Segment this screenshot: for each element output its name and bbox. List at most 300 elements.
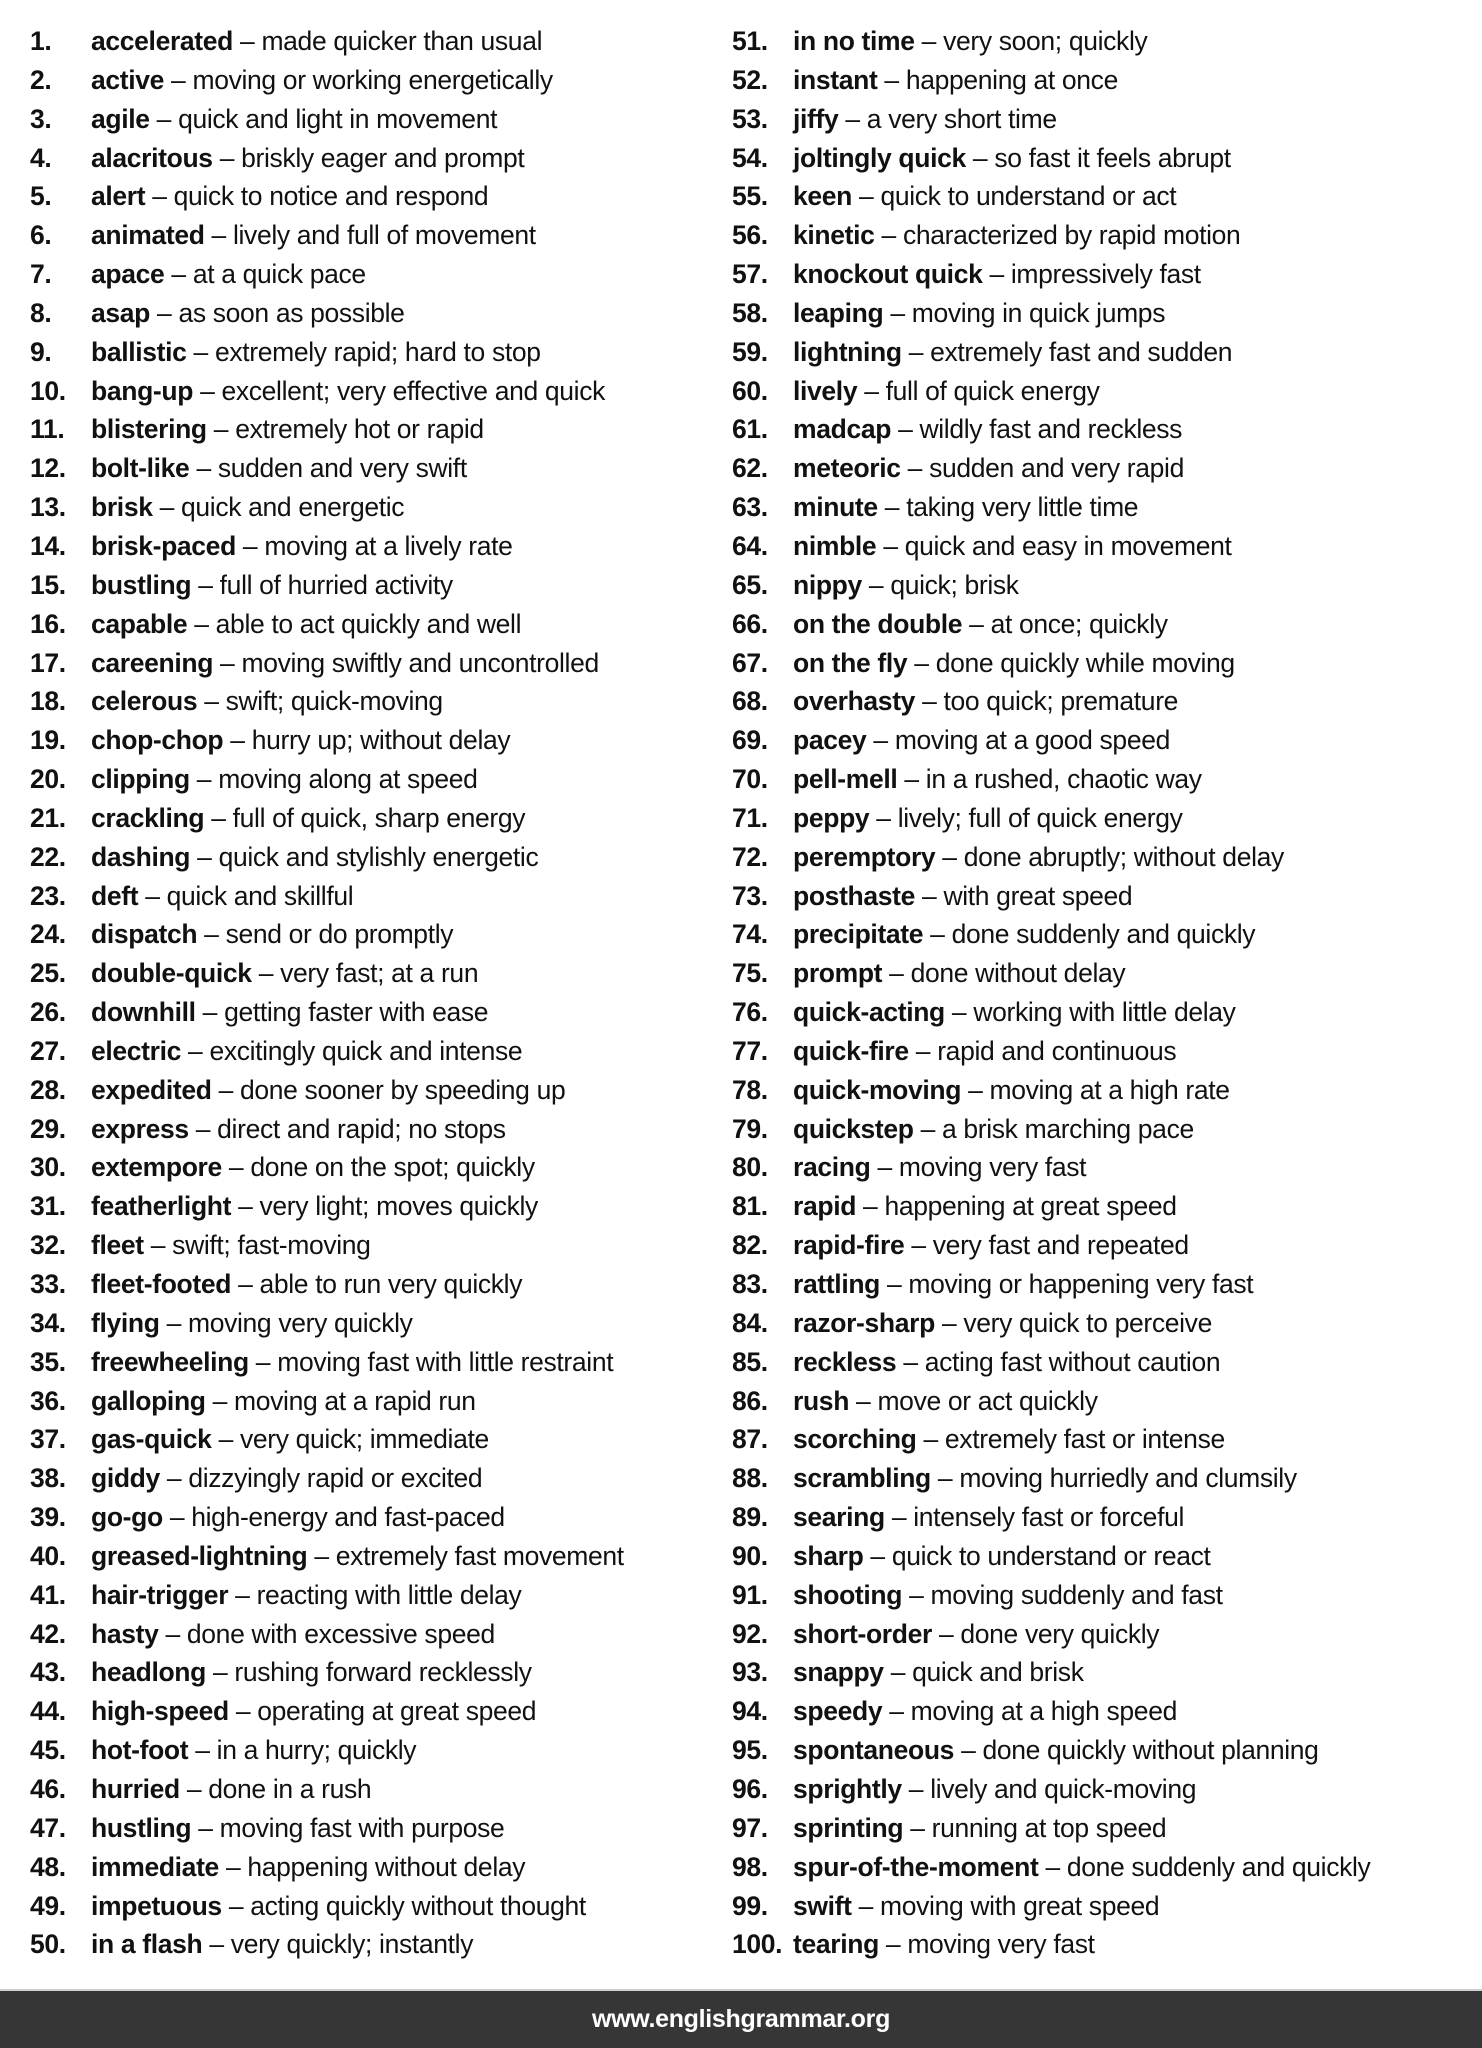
item-separator: – [915, 686, 944, 717]
item-separator: – [189, 453, 218, 484]
item-definition: swift; fast-moving [172, 1230, 371, 1261]
item-number: 24. [30, 919, 66, 950]
item-definition: moving suddenly and fast [930, 1579, 1223, 1610]
item-number: 90. [732, 1540, 768, 1571]
list-item [30, 410, 730, 449]
item-definition: quick to notice and respond [173, 181, 489, 212]
item-word: quickstep [793, 1113, 914, 1144]
item-word: alacritous [91, 142, 213, 173]
item-definition: extremely fast or intense [944, 1424, 1225, 1455]
item-definition: acting fast without caution [924, 1346, 1221, 1377]
item-number: 57. [732, 259, 768, 290]
item-word: hair-trigger [91, 1579, 229, 1610]
item-definition: a brisk marching pace [941, 1113, 1194, 1144]
item-number: 67. [732, 647, 768, 678]
item-number: 38. [30, 1463, 66, 1494]
item-number: 83. [732, 1269, 768, 1299]
list-item [30, 682, 730, 721]
item-separator: – [191, 1812, 220, 1843]
item-separator: – [851, 1890, 881, 1921]
item-separator: – [149, 103, 179, 134]
item-word: clipping [91, 764, 190, 795]
item-definition: quick to understand or act [880, 181, 1177, 212]
item-separator: – [143, 1230, 173, 1261]
item-definition: done suddenly and quickly [951, 919, 1256, 950]
item-number: 80. [732, 1152, 768, 1183]
list-item [732, 1382, 1482, 1421]
item-number: 2. [30, 64, 52, 95]
item-definition: working with little delay [973, 997, 1236, 1028]
item-definition: quick and skillful [166, 880, 354, 911]
item-number: 13. [30, 492, 66, 523]
item-definition: characterized by rapid motion [902, 220, 1241, 251]
list-item [30, 1615, 730, 1654]
list-item [30, 1459, 730, 1498]
list-item [30, 1692, 730, 1731]
item-word: alert [91, 181, 146, 212]
item-definition: moving very fast [907, 1929, 1095, 1960]
item-separator: – [883, 297, 912, 328]
item-definition: wildly fast and reckless [919, 414, 1183, 445]
item-separator: – [882, 958, 911, 989]
item-definition: moving or working energetically [192, 64, 553, 95]
list-item [30, 605, 730, 644]
item-number: 20. [30, 764, 66, 795]
item-definition: intensely fast or forceful [913, 1502, 1185, 1533]
item-number: 49. [30, 1890, 66, 1921]
item-word: giddy [91, 1463, 160, 1494]
item-definition: quick and brisk [912, 1657, 1084, 1688]
item-definition: done quickly without planning [982, 1735, 1319, 1766]
item-separator: – [915, 880, 944, 911]
item-number: 68. [732, 686, 768, 717]
item-separator: – [857, 375, 886, 406]
item-separator: – [197, 686, 226, 717]
list-item [732, 1071, 1482, 1110]
item-separator: – [211, 1074, 240, 1105]
item-separator: – [164, 259, 193, 290]
list-item [30, 1576, 730, 1615]
item-definition: extremely fast movement [335, 1540, 624, 1571]
list-item [30, 61, 730, 100]
item-definition: done abruptly; without delay [963, 841, 1284, 872]
item-definition: done suddenly and quickly [1066, 1851, 1371, 1882]
item-definition: moving with great speed [880, 1890, 1160, 1921]
list-item [732, 1576, 1482, 1615]
item-number: 82. [732, 1230, 768, 1261]
item-separator: – [896, 1346, 925, 1377]
item-word: hustling [91, 1812, 192, 1843]
item-word: hurried [91, 1773, 180, 1804]
item-word: lively [793, 375, 858, 406]
list-item [30, 1148, 730, 1187]
item-definition: quick and energetic [181, 492, 405, 523]
list-item [732, 177, 1482, 216]
list-item [30, 1071, 730, 1110]
item-definition: extremely hot or rapid [235, 414, 484, 445]
item-definition: happening at great speed [884, 1191, 1177, 1222]
item-word: gas-quick [91, 1424, 212, 1455]
list-item [30, 1420, 730, 1459]
item-separator: – [903, 1812, 932, 1843]
item-definition: at a quick pace [192, 259, 366, 290]
item-separator: – [931, 1618, 961, 1649]
list-item [30, 1887, 730, 1926]
list-item [732, 410, 1482, 449]
item-number: 33. [30, 1269, 66, 1299]
item-number: 39. [30, 1502, 66, 1533]
item-word: spur-of-the-moment [793, 1851, 1039, 1882]
list-item [30, 721, 730, 760]
item-definition: too quick; premature [943, 686, 1179, 717]
item-definition: moving at a rapid run [234, 1385, 476, 1416]
list-item [30, 139, 730, 178]
item-separator: – [231, 1191, 260, 1222]
list-item [732, 449, 1482, 488]
list-item [732, 61, 1482, 100]
item-number: 64. [732, 530, 768, 561]
item-number: 79. [732, 1113, 768, 1144]
list-item [732, 294, 1482, 333]
item-definition: very quickly; instantly [230, 1929, 474, 1960]
item-separator: – [901, 1773, 931, 1804]
item-word: quick-moving [793, 1074, 962, 1105]
item-number: 73. [732, 880, 768, 911]
list-item [30, 877, 730, 916]
item-definition: rapid and continuous [937, 1035, 1177, 1066]
item-word: lightning [793, 336, 902, 367]
item-separator: – [251, 958, 281, 989]
item-definition: moving fast with purpose [219, 1812, 505, 1843]
item-definition: very quick to perceive [963, 1307, 1212, 1338]
item-separator: – [883, 1657, 913, 1688]
item-definition: done with excessive speed [186, 1618, 495, 1649]
item-number: 32. [30, 1230, 66, 1261]
list-item [30, 1925, 730, 1964]
list-item [732, 1498, 1482, 1537]
list-item [30, 1110, 730, 1149]
item-definition: sudden and very swift [217, 453, 467, 484]
item-separator: – [900, 453, 930, 484]
item-separator: – [202, 1929, 231, 1960]
item-definition: lively and quick-moving [930, 1773, 1197, 1804]
list-item [732, 1304, 1482, 1343]
item-word: spontaneous [793, 1735, 955, 1766]
item-word: on the fly [793, 647, 908, 678]
item-word: in no time [793, 26, 915, 56]
item-definition: quick to understand or react [891, 1540, 1211, 1571]
item-definition: very quick; immediate [239, 1424, 489, 1455]
item-separator: – [189, 764, 219, 795]
item-separator: – [206, 414, 236, 445]
list-item [732, 333, 1482, 372]
item-number: 23. [30, 880, 66, 911]
item-definition: done in a rush [208, 1773, 372, 1804]
item-definition: happening without delay [247, 1851, 526, 1882]
list-item [732, 1265, 1482, 1304]
item-separator: – [188, 1735, 217, 1766]
item-word: sprightly [793, 1773, 902, 1804]
item-definition: swift; quick-moving [225, 686, 443, 717]
item-word: kinetic [793, 220, 875, 251]
item-word: blistering [91, 414, 207, 445]
item-word: rapid-fire [793, 1230, 905, 1261]
item-separator: – [856, 1191, 885, 1222]
item-definition: dizzyingly rapid or excited [188, 1463, 483, 1494]
item-separator: – [205, 1385, 235, 1416]
item-number: 93. [732, 1657, 768, 1688]
item-number: 53. [732, 103, 768, 134]
list-item [30, 333, 730, 372]
item-word: accelerated [91, 26, 234, 56]
item-separator: – [190, 841, 219, 872]
item-number: 16. [30, 608, 66, 639]
item-definition: as soon as possible [178, 297, 405, 328]
item-word: scrambling [793, 1463, 931, 1494]
item-definition: high-energy and fast-paced [191, 1502, 505, 1533]
item-number: 94. [732, 1696, 768, 1727]
list-item [732, 993, 1482, 1032]
item-number: 25. [30, 958, 66, 989]
list-item [30, 1343, 730, 1382]
list-item [30, 216, 730, 255]
item-separator: – [914, 26, 944, 56]
item-separator: – [187, 608, 216, 639]
item-word: headlong [91, 1657, 206, 1688]
word-list-left-column [30, 22, 730, 1964]
item-word: sprinting [793, 1812, 904, 1843]
item-number: 19. [30, 725, 66, 756]
list-item [30, 1537, 730, 1576]
item-definition: rushing forward recklessly [234, 1657, 532, 1688]
item-number: 98. [732, 1851, 768, 1882]
item-separator: – [874, 220, 903, 251]
list-item [30, 1809, 730, 1848]
item-definition: in a rushed, chaotic way [925, 764, 1202, 795]
item-word: shooting [793, 1579, 903, 1610]
item-number: 18. [30, 686, 66, 717]
item-number: 69. [732, 725, 768, 756]
item-separator: – [869, 802, 898, 833]
item-definition: so fast it feels abrupt [994, 142, 1231, 173]
item-separator: – [179, 1773, 209, 1804]
item-definition: quick and stylishly energetic [218, 841, 539, 872]
list-item [732, 605, 1482, 644]
item-word: downhill [91, 997, 196, 1028]
item-word: bang-up [91, 375, 194, 406]
item-number: 10. [30, 375, 66, 406]
item-word: brisk-paced [91, 530, 236, 561]
item-separator: – [188, 1113, 218, 1144]
item-separator: – [307, 1540, 336, 1571]
list-item [732, 1459, 1482, 1498]
list-item [30, 993, 730, 1032]
item-word: minute [793, 492, 878, 523]
item-separator: – [904, 1230, 933, 1261]
item-word: rattling [793, 1269, 880, 1299]
list-item [732, 1226, 1482, 1265]
item-separator: – [150, 297, 179, 328]
item-word: galloping [91, 1385, 206, 1416]
item-number: 81. [732, 1191, 768, 1222]
item-number: 47. [30, 1812, 66, 1843]
item-number: 21. [30, 802, 66, 833]
list-item [30, 1304, 730, 1343]
item-word: dispatch [91, 919, 198, 950]
item-separator: – [954, 1735, 983, 1766]
item-definition: moving along at speed [218, 764, 478, 795]
item-number: 52. [732, 64, 768, 95]
item-separator: – [233, 26, 262, 56]
item-definition: moving swiftly and uncontrolled [241, 647, 599, 678]
list-item [732, 1887, 1482, 1926]
item-number: 66. [732, 608, 768, 639]
item-definition: done very quickly [960, 1618, 1160, 1649]
list-item [30, 1770, 730, 1809]
item-number: 42. [30, 1618, 66, 1649]
item-definition: able to run very quickly [259, 1269, 523, 1299]
item-number: 59. [732, 336, 768, 367]
item-word: bustling [91, 569, 192, 600]
item-word: ballistic [91, 336, 187, 367]
list-item [30, 1032, 730, 1071]
list-item [30, 177, 730, 216]
list-item [30, 1653, 730, 1692]
item-number: 92. [732, 1618, 768, 1649]
item-word: pacey [793, 725, 867, 756]
list-item [30, 799, 730, 838]
item-number: 48. [30, 1851, 66, 1882]
item-separator: – [218, 1851, 248, 1882]
item-number: 84. [732, 1307, 768, 1338]
item-separator: – [866, 725, 895, 756]
item-word: scorching [793, 1424, 917, 1455]
list-item [732, 139, 1482, 178]
item-number: 88. [732, 1463, 768, 1494]
footer-website-link[interactable]: www.englishgrammar.org [591, 2005, 891, 2033]
list-item [30, 915, 730, 954]
list-item [732, 1343, 1482, 1382]
item-separator: – [944, 997, 974, 1028]
item-definition: move or act quickly [877, 1385, 1098, 1416]
list-item [30, 527, 730, 566]
item-word: expedited [91, 1074, 212, 1105]
item-number: 28. [30, 1074, 66, 1105]
item-separator: – [870, 1152, 899, 1183]
item-word: deft [91, 880, 139, 911]
item-separator: – [248, 1346, 278, 1377]
item-definition: in a hurry; quickly [216, 1735, 417, 1766]
item-number: 34. [30, 1307, 66, 1338]
item-word: precipitate [793, 919, 924, 950]
item-number: 36. [30, 1385, 66, 1416]
item-definition: moving at a high rate [989, 1074, 1230, 1105]
list-item [732, 1615, 1482, 1654]
item-separator: – [852, 181, 881, 212]
item-word: celerous [91, 686, 198, 717]
item-separator: – [1038, 1851, 1067, 1882]
item-word: greased-lightning [91, 1540, 308, 1571]
item-word: animated [91, 220, 205, 251]
item-number: 62. [732, 453, 768, 484]
item-separator: – [877, 64, 906, 95]
item-definition: lively; full of quick energy [897, 802, 1183, 833]
item-number: 71. [732, 802, 768, 833]
item-separator: – [923, 919, 952, 950]
item-word: joltingly quick [793, 142, 966, 173]
item-separator: – [882, 1696, 911, 1727]
item-word: razor-sharp [793, 1307, 935, 1338]
item-number: 4. [30, 142, 52, 173]
item-separator: – [877, 492, 907, 523]
item-definition: acting quickly without thought [250, 1890, 586, 1921]
item-number: 41. [30, 1579, 66, 1610]
item-separator: – [228, 1579, 257, 1610]
item-word: keen [793, 181, 853, 212]
item-word: instant [793, 64, 878, 95]
item-separator: – [838, 103, 867, 134]
list-item [30, 294, 730, 333]
item-separator: – [902, 1579, 931, 1610]
item-separator: – [191, 569, 220, 600]
item-word: express [91, 1113, 189, 1144]
word-list-right-column [732, 22, 1482, 1964]
list-item [732, 838, 1482, 877]
item-separator: – [181, 1035, 210, 1066]
list-item [732, 372, 1482, 411]
item-separator: – [195, 997, 225, 1028]
item-separator: – [908, 1035, 938, 1066]
item-word: peremptory [793, 841, 936, 872]
list-item [732, 1653, 1482, 1692]
list-item [30, 566, 730, 605]
item-definition: extremely rapid; hard to stop [214, 336, 541, 367]
item-definition: done quickly while moving [935, 647, 1235, 678]
item-word: peppy [793, 802, 870, 833]
item-word: apace [91, 259, 165, 290]
item-separator: – [205, 1657, 235, 1688]
list-item [30, 255, 730, 294]
item-word: tearing [793, 1929, 879, 1960]
item-number: 99. [732, 1890, 768, 1921]
item-definition: running at top speed [931, 1812, 1167, 1843]
item-word: careening [91, 647, 214, 678]
item-separator: – [231, 1269, 260, 1299]
item-separator: – [965, 142, 995, 173]
item-word: pell-mell [793, 764, 898, 795]
item-number: 50. [30, 1929, 66, 1960]
item-definition: very fast; at a run [280, 958, 479, 989]
list-item [732, 1925, 1482, 1964]
item-definition: extremely fast and sudden [930, 336, 1233, 367]
list-item [732, 1809, 1482, 1848]
item-word: featherlight [91, 1191, 232, 1222]
item-number: 100. [732, 1929, 783, 1960]
list-item [732, 216, 1482, 255]
item-definition: taking very little time [906, 492, 1139, 523]
item-separator: – [849, 1385, 878, 1416]
footer-bar [0, 1989, 1482, 2048]
item-number: 15. [30, 569, 66, 600]
item-definition: hurry up; without delay [251, 725, 511, 756]
item-definition: full of hurried activity [219, 569, 453, 600]
list-item [30, 372, 730, 411]
item-separator: – [228, 1696, 258, 1727]
item-definition: full of quick energy [885, 375, 1100, 406]
item-word: active [91, 64, 165, 95]
item-separator: – [961, 1074, 990, 1105]
item-separator: – [164, 64, 193, 95]
